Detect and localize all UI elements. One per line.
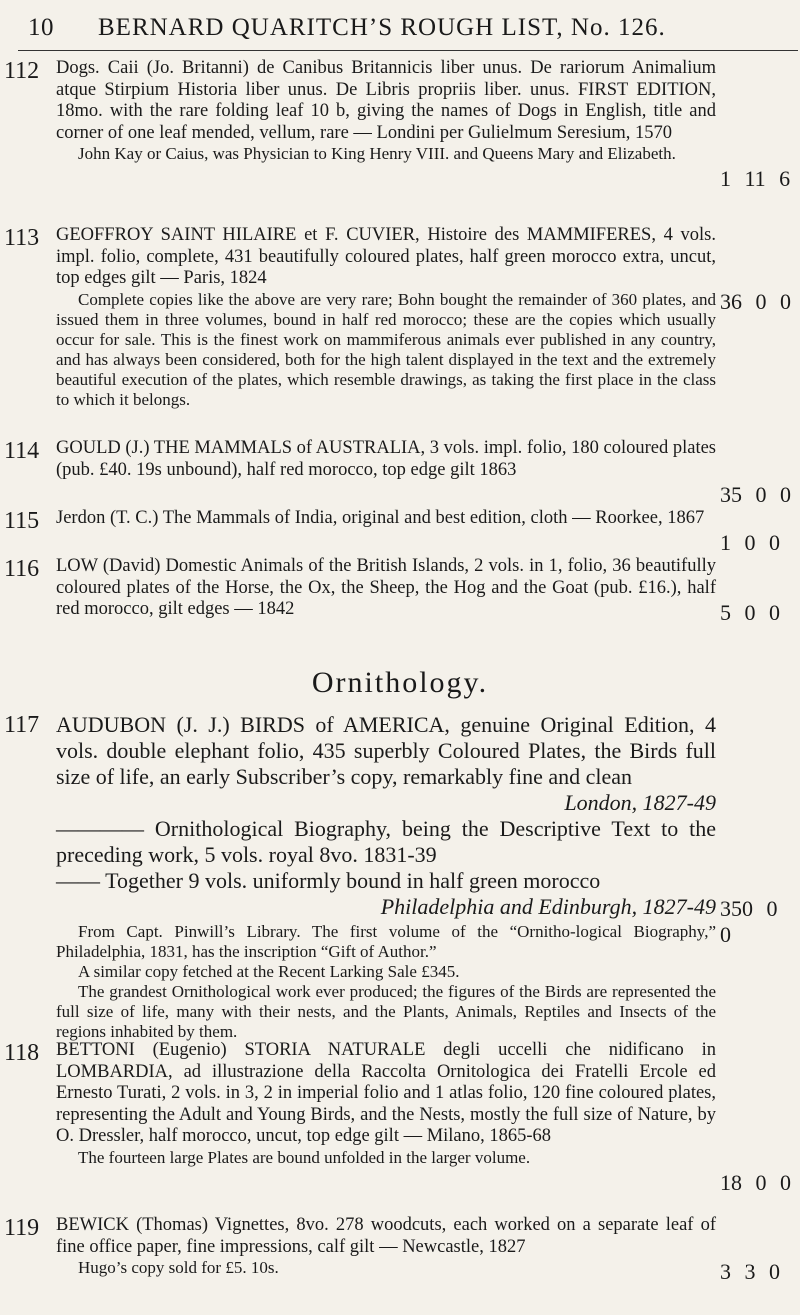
lot-number: 118 bbox=[4, 1040, 40, 1066]
entry-text: Dogs. Caii (Jo. Britanni) de Canibus Britannicis liber unus. De rariorum Animalium atque Stirpium Historia liber unus. De Libris propriis liber. unus. FIRST EDITION, 18mo. with the rare folding leaf 10 b, giving the names of Dogs in English, title and corner of one leaf mended, vellum, rare — Londini per Gulielmum Seresium, 1570 bbox=[56, 58, 716, 143]
entry-text: Jerdon (T. C.) The Mammals of India, original and best edition, cloth — Roorkee, 1867 bbox=[56, 508, 705, 528]
lot-number: 115 bbox=[4, 508, 40, 534]
entry-description bbox=[56, 712, 716, 920]
entry-description bbox=[56, 438, 716, 481]
imprint: London, 1827-49 bbox=[564, 790, 716, 815]
lot-price: 18 0 0 bbox=[720, 1170, 791, 1195]
lot-number: 116 bbox=[4, 556, 40, 582]
entry-description bbox=[56, 508, 716, 530]
entry-note: The grandest Ornithological work ever produced; the figures of the Birds are represented the full size of life, many with their nests, and the Plants, Animals, Reptiles and Insects of the regions inhabited by them. bbox=[56, 982, 716, 1041]
entry-description bbox=[56, 1215, 716, 1278]
lot-price: 350 0 0 bbox=[720, 896, 778, 947]
lot-price: 35 0 0 bbox=[720, 482, 791, 507]
lot-price: 5 0 0 bbox=[720, 600, 780, 625]
entry-subitem: —— Together 9 vols. uniformly bound in half green morocco bbox=[56, 868, 601, 893]
entry-subitem: ———— Ornithological Biography, being the Descriptive Text to the preceding work, 5 vols. royal 8vo. 1831-39 bbox=[56, 816, 716, 867]
entry-text: AUDUBON (J. J.) BIRDS of AMERICA, genuine Original Edition, 4 vols. double elephant folio, 435 superbly Coloured Plates, the Birds full size of life, an early Subscriber’s copy, remarkably fine and clean bbox=[56, 712, 716, 789]
entry-text: GEOFFROY SAINT HILAIRE et F. CUVIER, Histoire des MAMMIFERES, 4 vols. impl. folio, complete, 431 beautifully coloured plates, half green morocco extra, uncut, top edges gilt — Paris, 1824 bbox=[56, 225, 716, 288]
entry-text: BETTONI (Eugenio) STORIA NATURALE degli uccelli che nidificano in LOMBARDIA, ad illustrazione della Raccolta Ornitologica dei Fratelli Ercole ed Ernesto Turati, 2 vols. in 3, 2 in imperial folio and 1 atlas folio, 120 fine coloured plates, representing the Adult and Young Birds, and the Nests, mostly the full size of Nature, by O. Dressler, half morocco, uncut, top edge gilt — Milano, 1865-68 bbox=[56, 1040, 716, 1146]
entry-text: BEWICK (Thomas) Vignettes, 8vo. 278 woodcuts, each worked on a separate leaf of fine office paper, fine impressions, calf gilt — Newcastle, 1827 bbox=[56, 1215, 716, 1257]
entry-note: A similar copy fetched at the Recent Larking Sale £345. bbox=[78, 962, 460, 981]
lot-number: 114 bbox=[4, 438, 40, 464]
page-number: 10 bbox=[28, 14, 54, 41]
running-title: BERNARD QUARITCH’S ROUGH LIST, No. 126. bbox=[98, 14, 666, 41]
entry-note: Complete copies like the above are very rare; Bohn bought the remainder of 360 plates, and issued them in three volumes, bound in half red morocco; these are the copies which usually occur for sale. This is the finest work on mammiferous animals ever published in any country, and has always been considered, both for the high talent displayed in the text and the extremely beautiful execution of the plates, which resemble drawings, as taking the first place in the class to which it belongs. bbox=[56, 289, 716, 409]
entry-description bbox=[56, 556, 716, 621]
entry-note: John Kay or Caius, was Physician to King Henry VIII. and Queens Mary and Elizabeth. bbox=[78, 144, 676, 163]
entry-description bbox=[56, 1040, 716, 1168]
entry-note: Hugo’s copy sold for £5. 10s. bbox=[78, 1258, 279, 1277]
imprint: Philadelphia and Edinburgh, 1827-49 bbox=[380, 894, 716, 919]
lot-price: 36 0 0 bbox=[720, 289, 791, 314]
entry-note: From Capt. Pinwill’s Library. The first volume of the “Ornitho-logical Biography,” Philadelphia, 1831, has the inscription “Gift of Author.” bbox=[56, 922, 716, 961]
entry-text: LOW (David) Domestic Animals of the British Islands, 2 vols. in 1, folio, 36 beautifully coloured plates of the Horse, the Ox, the Sheep, the Hog and the Goat (pub. £16.), half red morocco, gilt edges — 1842 bbox=[56, 556, 716, 619]
lot-number: 113 bbox=[4, 225, 40, 251]
lot-number: 117 bbox=[4, 712, 40, 738]
section-heading: Ornithology. bbox=[311, 666, 489, 699]
lot-number: 112 bbox=[4, 58, 40, 84]
lot-price: 1 0 0 bbox=[720, 530, 780, 555]
entry-notes bbox=[56, 922, 716, 1042]
entry-description bbox=[56, 58, 716, 164]
lot-price: 3 3 0 bbox=[720, 1259, 780, 1284]
entry-description bbox=[56, 225, 716, 410]
lot-price: 1 11 6 bbox=[720, 166, 791, 191]
entry-text: GOULD (J.) THE MAMMALS of AUSTRALIA, 3 vols. impl. folio, 180 coloured plates (pub. £40. 19s unbound), half red morocco, top edge gilt 1863 bbox=[56, 438, 716, 480]
lot-number: 119 bbox=[4, 1215, 40, 1241]
page-header bbox=[18, 10, 798, 51]
entry-note: The fourteen large Plates are bound unfolded in the larger volume. bbox=[78, 1147, 531, 1167]
